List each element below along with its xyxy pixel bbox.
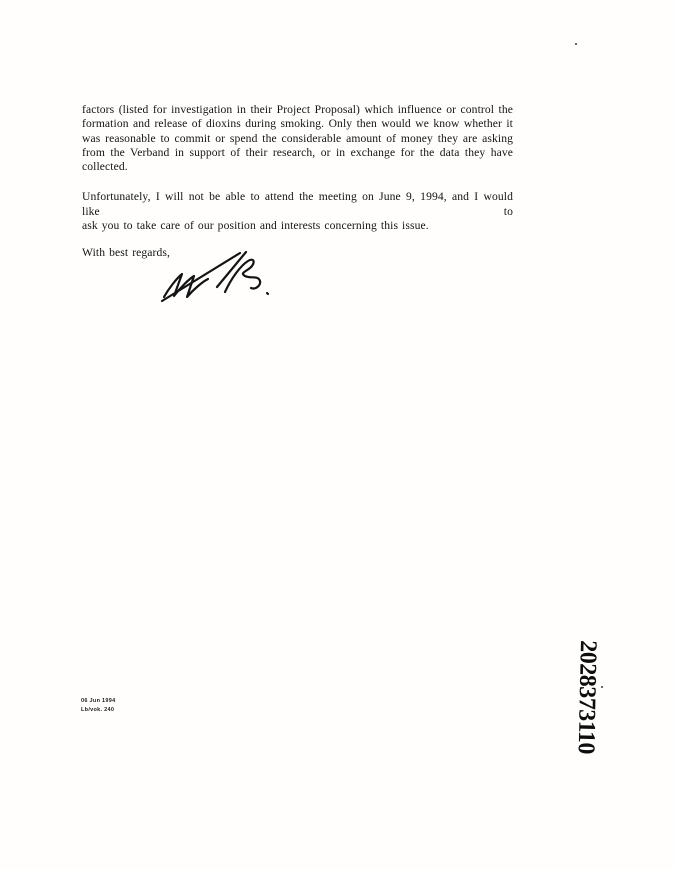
text-line: factors (listed for investigation in their Project Proposal) which influence or control the (82, 103, 513, 116)
paragraph-2 (82, 190, 513, 233)
text-line: formation and release of dioxins during smoking. Only then would we know whether it (82, 117, 513, 131)
scan-artifact-dot (601, 686, 603, 688)
text-line: from the Verband in support of their research, or in exchange for the data they have (82, 145, 513, 159)
text-line: was reasonable to commit or spend the considerable amount of money they are asking (82, 131, 513, 145)
closing-line: With best regards, (82, 246, 171, 260)
handwritten-signature (155, 246, 277, 304)
paragraph-1 (82, 103, 513, 174)
footer-stamp-date: 06 Jun 1994 (81, 698, 116, 704)
signature-scribble-icon (155, 246, 277, 304)
scan-artifact-dot (575, 43, 577, 45)
text-line: Unfortunately, I will not be able to attend the meeting on June 9, 1994, and I would like to (82, 190, 513, 218)
text-line: collected. (82, 160, 128, 174)
text-line: ask you to take care of our position and interests concerning this issue. (82, 219, 429, 233)
bates-number: 2028373110 (572, 640, 601, 755)
footer-stamp-reference: Lb/vok. 240 (81, 707, 115, 713)
footer-stamp (81, 697, 116, 715)
letter-body (82, 103, 513, 261)
